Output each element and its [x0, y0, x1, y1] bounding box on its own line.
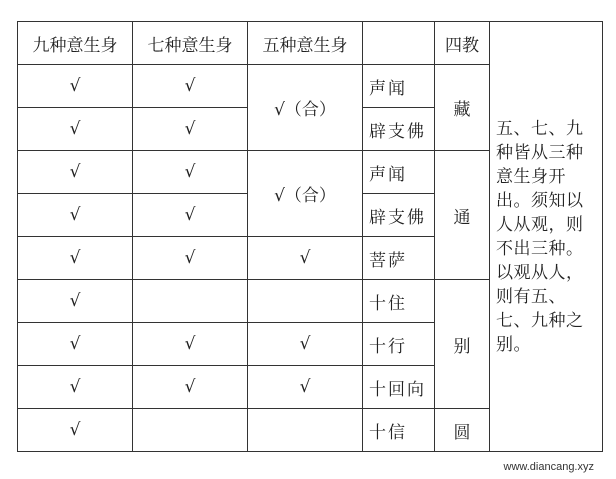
check-five: √	[248, 323, 363, 366]
check-five: √（合）	[248, 151, 363, 237]
category-label: 菩萨	[363, 237, 435, 280]
teaching-label: 别	[435, 280, 490, 409]
check-seven: √	[133, 366, 248, 409]
category-label: 十行	[363, 323, 435, 366]
teaching-label: 通	[435, 151, 490, 280]
check-seven: √	[133, 237, 248, 280]
check-seven: √	[133, 323, 248, 366]
comparison-table	[17, 21, 603, 452]
header-four-teachings: 四教	[435, 22, 490, 65]
category-label: 声闻	[363, 151, 435, 194]
category-label: 辟支佛	[363, 194, 435, 237]
check-seven: √	[133, 151, 248, 194]
category-label: 辟支佛	[363, 108, 435, 151]
check-five	[248, 409, 363, 452]
check-nine: √	[18, 151, 133, 194]
check-five: √	[248, 366, 363, 409]
check-seven: √	[133, 65, 248, 108]
header-row	[18, 22, 603, 65]
check-five: √	[248, 237, 363, 280]
check-nine: √	[18, 323, 133, 366]
check-five	[248, 280, 363, 323]
check-nine: √	[18, 366, 133, 409]
category-label: 十住	[363, 280, 435, 323]
teaching-label: 藏	[435, 65, 490, 151]
check-five: √（合）	[248, 65, 363, 151]
check-nine: √	[18, 409, 133, 452]
teaching-label: 圆	[435, 409, 490, 452]
header-seven-kinds: 七种意生身	[133, 22, 248, 65]
check-seven	[133, 409, 248, 452]
check-nine: √	[18, 280, 133, 323]
check-seven: √	[133, 194, 248, 237]
check-nine: √	[18, 194, 133, 237]
check-nine: √	[18, 65, 133, 108]
category-label: 十信	[363, 409, 435, 452]
header-category	[363, 22, 435, 65]
check-seven: √	[133, 108, 248, 151]
check-nine: √	[18, 108, 133, 151]
category-label: 十回向	[363, 366, 435, 409]
category-label: 声闻	[363, 65, 435, 108]
header-nine-kinds: 九种意生身	[18, 22, 133, 65]
check-nine: √	[18, 237, 133, 280]
check-seven	[133, 280, 248, 323]
watermark: www.diancang.xyz	[503, 461, 594, 473]
note-cell: 五、七、九种皆从三种意生身开出。须知以人从观，则不出三种。以观从人，则有五、七、九种之别。	[490, 22, 603, 452]
header-five-kinds: 五种意生身	[248, 22, 363, 65]
